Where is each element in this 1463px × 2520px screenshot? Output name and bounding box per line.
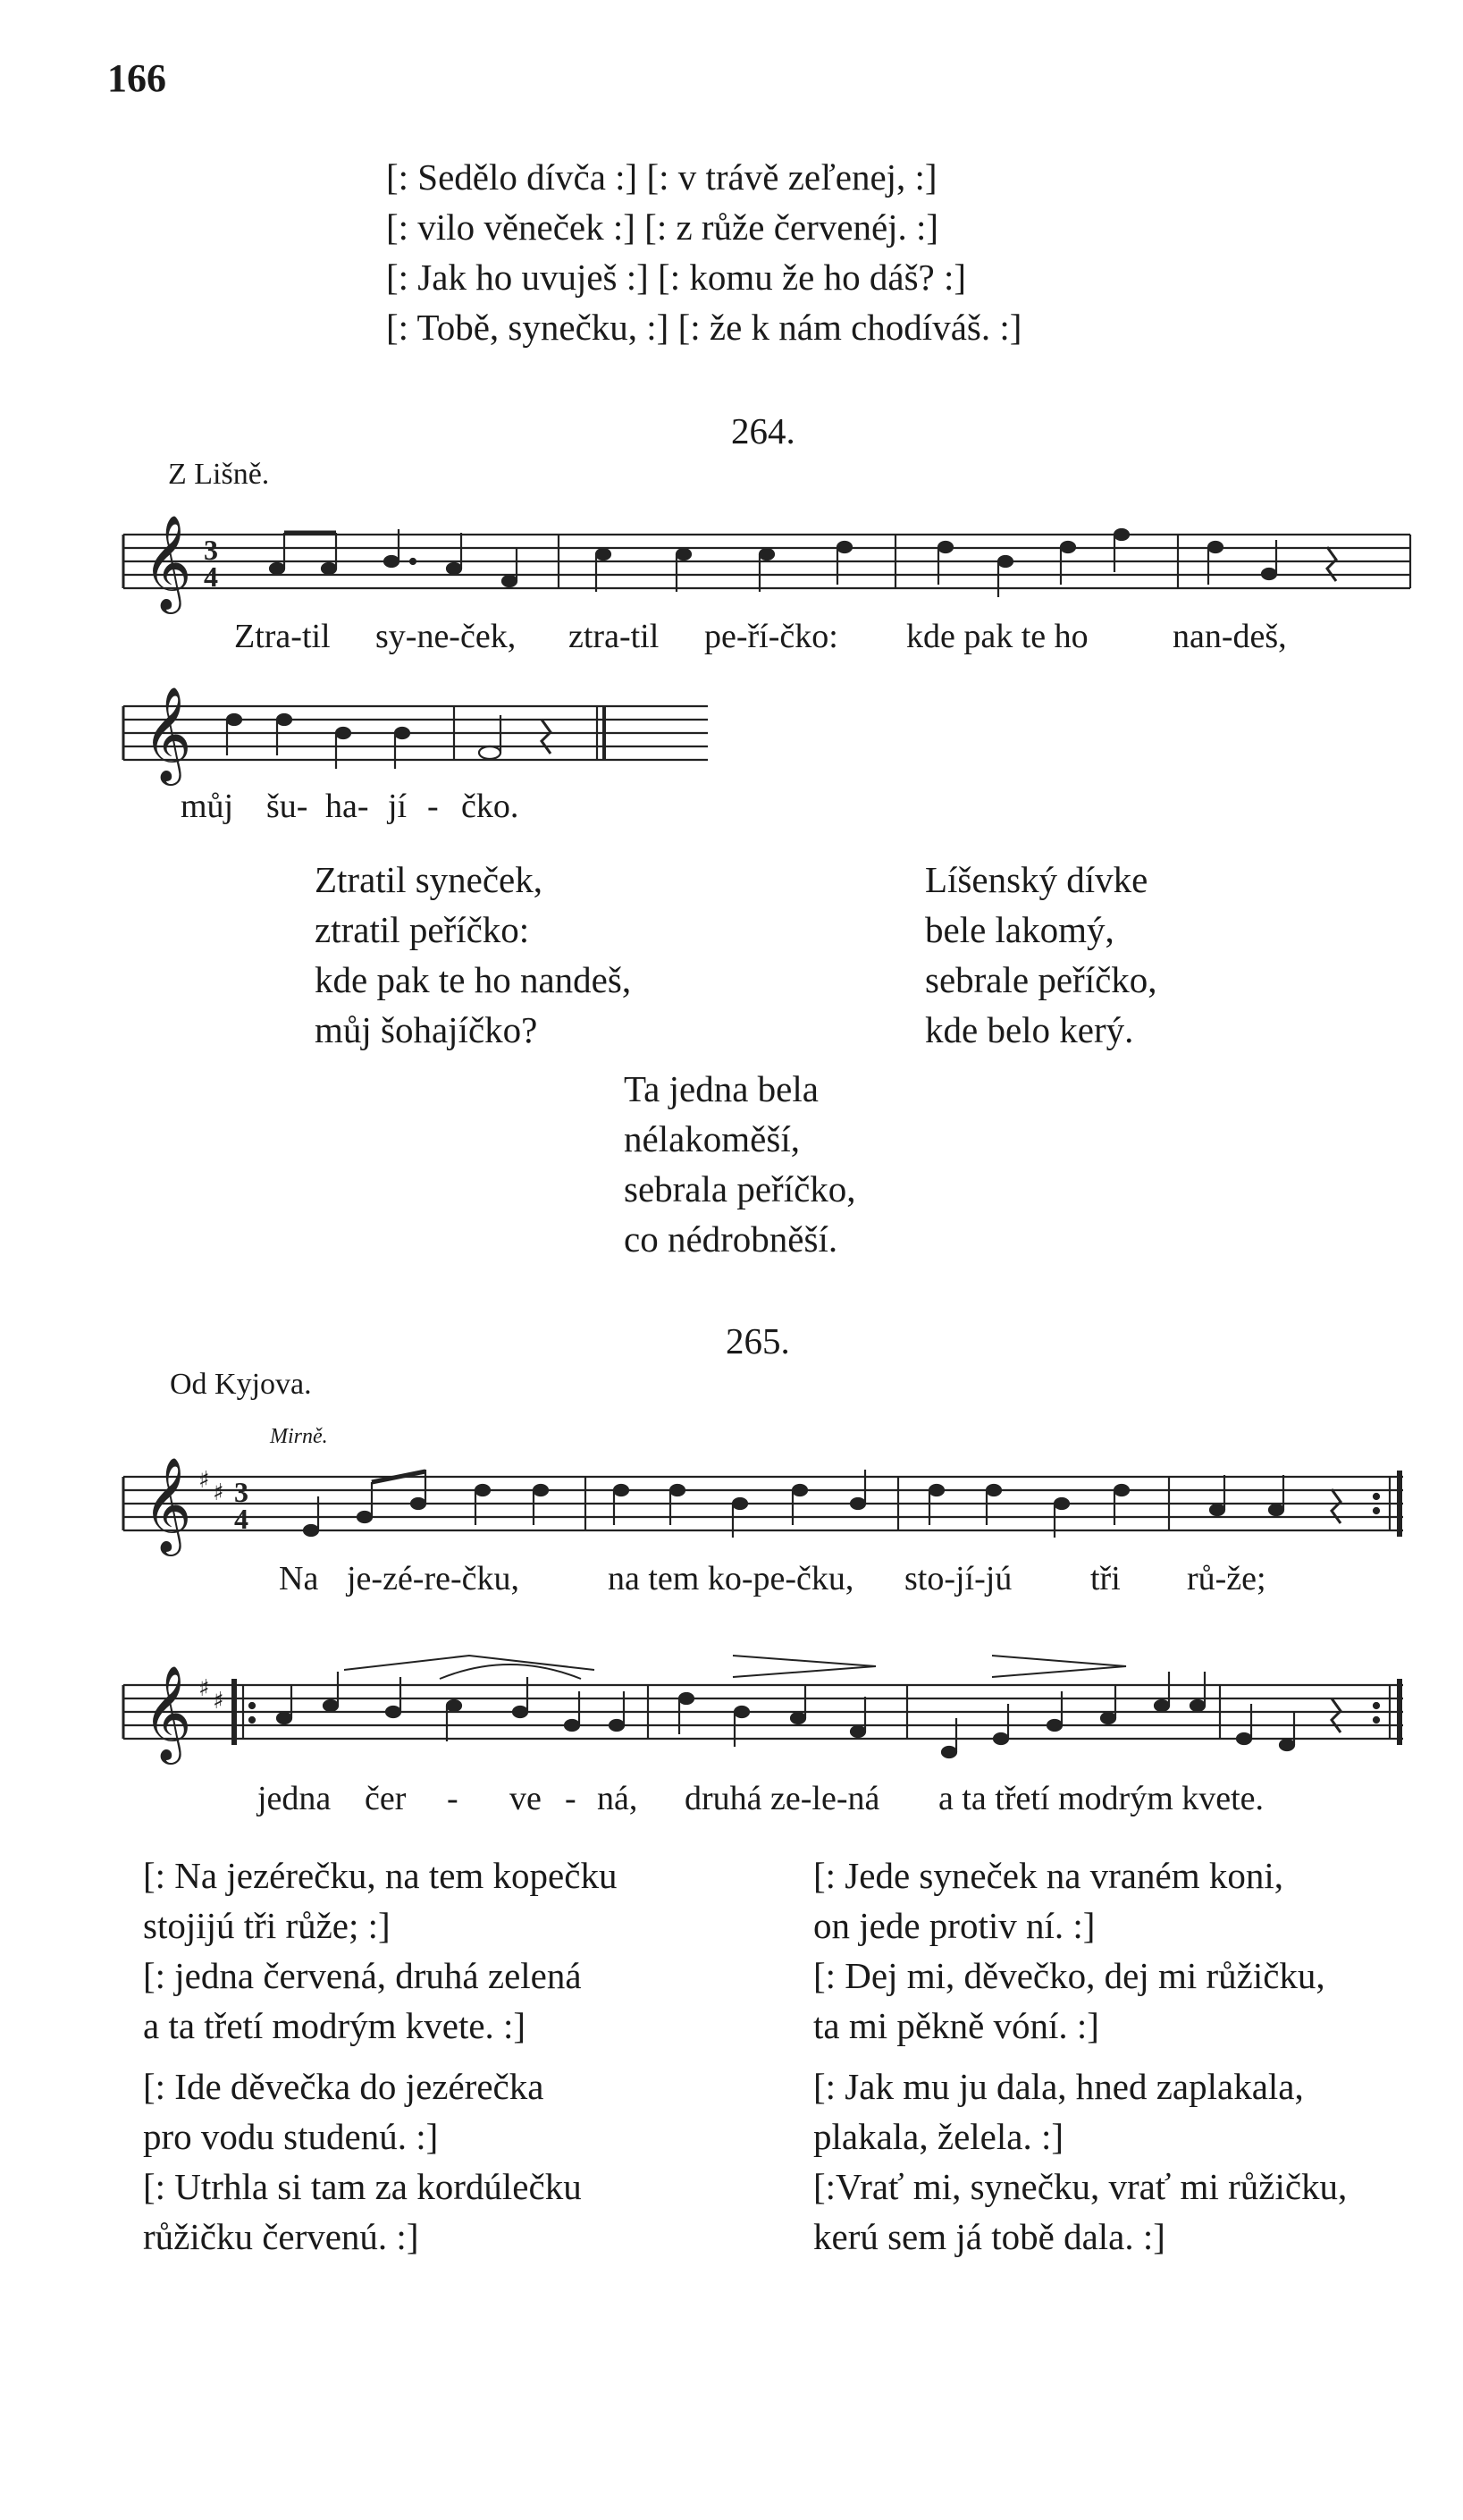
verse-line: Líšenský dívke [925,859,1148,900]
verse-line: [: vilo věneček :] [: z růže červenéj. :] [386,206,939,248]
song-264-verse-center [624,1064,856,1264]
lyric-syllable: na tem ko-pe-čku, [608,1560,854,1597]
lyric-syllable: druhá ze-le-ná [685,1780,880,1817]
song-265-stanza-left-1 [143,1850,617,2051]
verse-line: ta mi pěkně vóní. :] [813,2005,1099,2046]
lyric-syllable: - [427,788,439,825]
verse-line: můj šohajíčko? [315,1009,538,1050]
page-number: 166 [107,56,166,100]
intro-verse [386,152,1022,352]
verse-line: plakala, želela. :] [813,2116,1064,2157]
lyric-syllable: sto-jí-jú [904,1560,1013,1597]
verse-line: bele lakomý, [925,909,1114,950]
song-265-stanza-right-2 [813,2061,1347,2262]
song-265-stanza-left-2 [143,2061,582,2262]
lyric-syllable: tři [1090,1560,1121,1597]
sharp-icon: ♯ [198,1467,210,1494]
lyric-syllable: ztra-til [568,618,660,655]
treble-clef-icon: 𝄞 [143,514,192,610]
lyric-syllable: můj [181,788,234,825]
lyric-syllable: jedna [257,1780,332,1817]
song-264-verse-right [925,855,1157,1055]
treble-clef-icon: 𝄞 [143,686,192,781]
lyric-syllable: čer [365,1780,407,1817]
verse-line: růžičku červenú. :] [143,2216,419,2257]
time-signature-bottom: 4 [234,1503,248,1535]
verse-line: co nédrobněší. [624,1218,838,1260]
verse-line: kerú sem já tobě dala. :] [813,2216,1165,2257]
lyric-syllable: sy-ne-ček, [375,618,517,655]
lyric-syllable: ná, [597,1780,638,1817]
verse-line: ztratil peříčko: [315,909,530,950]
song-number-265: 265. [726,1320,790,1361]
verse-line: [: Jak mu ju dala, hned zaplakala, [813,2066,1304,2107]
verse-line: [: Na jezérečku, na tem kopečku [143,1855,618,1896]
verse-line: Ztratil syneček, [315,859,543,900]
treble-clef-icon: 𝄞 [143,1456,192,1552]
verse-line: [: jedna červená, druhá zelená [143,1955,582,1996]
verse-line: a ta třetí modrým kvete. :] [143,2005,526,2046]
lyric-syllable: a ta třetí modrým kvete. [938,1780,1265,1817]
verse-line: [: Sedělo dívča :] [: v trávě zeľenej, :] [386,156,937,198]
lyric-syllable: jí [388,788,408,825]
lyric-syllable: ha- [325,788,369,825]
verse-line: kde pak te ho nandeš, [315,959,632,1000]
lyric-syllable: nan-deš, [1173,618,1287,655]
lyric-syllable: ve [509,1780,542,1817]
song-264-verse-left [315,855,631,1055]
lyric-syllable: je-zé-re-čku, [347,1560,520,1597]
song-origin-265: Od Kyjova. [170,1368,312,1401]
lyric-syllable: Na [279,1560,319,1597]
verse-line: sebrale peříčko, [925,959,1157,1000]
tempo-marking: Mirně. [270,1425,328,1448]
verse-line: [: Jede syneček na vraném koni, [813,1855,1283,1896]
lyric-syllable: šu- [266,788,308,825]
verse-line: kde belo kerý. [925,1009,1134,1050]
song-265-stanza-right-1 [813,1850,1325,2051]
song-origin-264: Z Lišně. [168,458,270,491]
verse-line: sebrala peříčko, [624,1168,856,1209]
lyric-syllable: čko. [461,788,519,825]
verse-line: Ta jedna bela [624,1068,819,1109]
verse-line: nélakoměší, [624,1118,800,1159]
time-signature-top: 3 [234,1476,248,1508]
verse-line: stojijú tři růže; :] [143,1905,391,1946]
verse-line: pro vodu studenú. :] [143,2116,439,2157]
sharp-icon: ♯ [213,1688,224,1715]
lyric-syllable: - [447,1780,458,1817]
verse-line: [: Tobě, synečku, :] [: že k nám chodíváš. :] [386,307,1022,348]
lyric-syllable: rů-že; [1187,1560,1266,1597]
lyric-syllable: kde pak te ho [906,618,1089,655]
time-signature-top: 3 [204,534,218,566]
verse-line: [: Utrhla si tam za kordúlečku [143,2166,582,2207]
sharp-icon: ♯ [213,1479,224,1506]
lyric-syllable: Ztra-til [234,618,331,655]
verse-line: [: Ide děvečka do jezérečka [143,2066,544,2107]
time-signature-bottom: 4 [204,560,218,593]
lyric-syllable: - [565,1780,576,1817]
treble-clef-icon: 𝄞 [143,1665,192,1760]
verse-line: [: Jak ho uvuješ :] [: komu že ho dáš? :] [386,257,967,298]
verse-line: [: Dej mi, děvečko, dej mi růžičku, [813,1955,1325,1996]
verse-line: [:Vrať mi, synečku, vrať mi růžičku, [813,2166,1348,2207]
lyric-syllable: pe-ří-čko: [704,618,838,655]
song-number-264: 264. [731,410,795,451]
sharp-icon: ♯ [198,1675,210,1702]
verse-line: on jede protiv ní. :] [813,1905,1096,1946]
